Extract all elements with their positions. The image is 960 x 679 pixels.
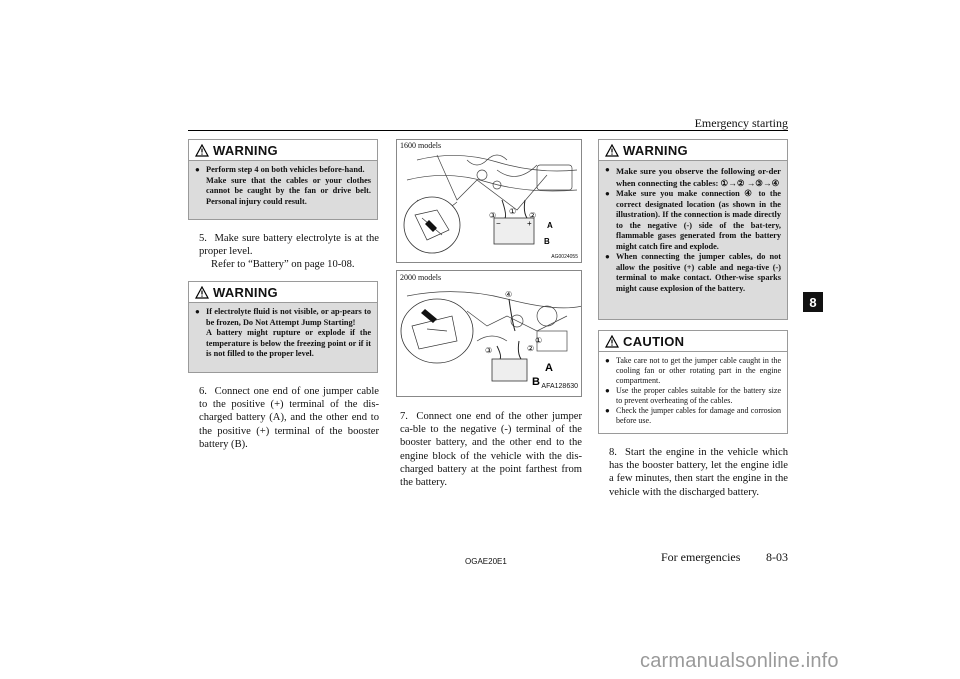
callout-1: ① [535, 336, 543, 345]
warning-text: Make sure you make connection ④ to the correct designated location (as shown in the illustration). If the connection is made directly to the negative (-) side of the bat-tery, flammable gases generated from the battery might catch fire and explode. [616, 189, 781, 251]
step-8 [609, 446, 788, 499]
engine-illustration-1600 [397, 140, 582, 263]
step-number: 6. [199, 386, 207, 397]
label-b: B [544, 237, 550, 246]
bullet-icon: ● [605, 386, 610, 395]
caution-box [598, 330, 788, 434]
engine-illustration-2000 [397, 271, 582, 397]
callout-1: ① [509, 207, 517, 216]
step-number: 8. [609, 447, 617, 458]
figure-1600-models [396, 139, 582, 263]
warning-item [195, 165, 371, 207]
step-7 [400, 410, 582, 489]
caution-text: Check the jumper cables for damage and corrosion before use. [616, 406, 781, 425]
watermark: carmanualsonline.info [640, 650, 839, 672]
warning-triangle-icon [195, 286, 209, 299]
callout-2: ② [527, 344, 535, 353]
figure-2000-models [396, 270, 582, 397]
warning-label: WARNING [213, 284, 278, 300]
section-name: For emergencies [661, 550, 741, 564]
warning-text: When connecting the jumper cables, do not allow the positive (+) cable and nega-tive (-) terminal to make contact. Other-wise sparks might cause explosion of the battery. [616, 252, 781, 293]
running-header: Emergency starting [694, 116, 788, 130]
warning-triangle-icon [605, 144, 619, 157]
warning-triangle-icon [195, 144, 209, 157]
callout-3: ③ [485, 346, 493, 355]
bullet-icon: ● [195, 307, 200, 316]
step-text: Connect one end of one jumper cable to the positive (+) terminal of the dis-charged battery (A), and the other end to the positive (+) terminal of the booster battery (B). [199, 386, 379, 450]
header-rule [188, 130, 788, 131]
chapter-tab[interactable]: 8 [803, 292, 823, 312]
polarity-plus: + [527, 219, 532, 228]
step-text: Connect one end of the other jumper ca-ble to the negative (-) terminal of the booster battery, and the other end to the engine block of the vehicle with the dis-charged battery at the point farthest from the battery. [400, 411, 583, 489]
warning-text: A battery might rupture or explode if the temperature is below the freezing point or if it is not filled to the proper level. [206, 328, 371, 358]
caution-triangle-icon [605, 335, 619, 348]
warning-header [189, 140, 377, 161]
page-number: 8-03 [766, 550, 788, 564]
figure-code: AFA128630 [541, 383, 578, 390]
figure-caption: 1600 models [400, 141, 442, 150]
caution-item [605, 386, 781, 406]
bullet-icon: ● [605, 165, 610, 174]
callout-3: ③ [489, 211, 497, 220]
warning-header [599, 140, 787, 161]
warning-item [605, 189, 781, 252]
callout-4: ④ [505, 290, 513, 299]
figure-code: AG0024055 [551, 254, 578, 260]
step-number: 5. [199, 233, 207, 244]
bullet-icon: ● [605, 406, 610, 415]
label-b: B [532, 376, 540, 388]
caution-label: CAUTION [623, 333, 685, 349]
label-a: A [545, 362, 553, 374]
warning-item [605, 252, 781, 294]
bullet-icon: ● [195, 165, 200, 174]
warning-text: If electrolyte fluid is not visible, or ap-pears to be frozen, Do Not Attempt Jump Starting! [206, 307, 371, 327]
callout-2: ② [529, 211, 537, 220]
warning-box-3 [598, 139, 788, 320]
bullet-icon: ● [605, 356, 610, 365]
figure-caption: 2000 models [400, 273, 442, 282]
caution-header [599, 331, 787, 352]
step-6 [199, 385, 379, 451]
caution-text: Use the proper cables suitable for the battery size to prevent overheating of the cables. [616, 386, 781, 405]
warning-label: WARNING [623, 142, 688, 158]
step-text: Make sure battery electrolyte is at the proper level. [199, 233, 379, 258]
warning-item [605, 165, 781, 189]
document-code: OGAE20E1 [465, 557, 507, 566]
warning-label: WARNING [213, 142, 278, 158]
caution-item [605, 406, 781, 426]
warning-text: Make sure that the cables or your clothes cannot be caught by the fan or drive belt. Personal injury could result. [206, 175, 371, 206]
warning-item [195, 307, 371, 360]
warning-text: Perform step 4 on both vehicles before-hand. [206, 165, 365, 174]
step-5 [199, 232, 379, 272]
polarity-minus: − [496, 219, 501, 228]
caution-item [605, 356, 781, 386]
step-text: Start the engine in the vehicle which has the booster battery, let the engine idle a few minutes, then start the engine in the vehicle with the discharged battery. [609, 447, 788, 498]
step-number: 7. [400, 411, 408, 422]
caution-text: Take care not to get the jumper cable caught in the cooling fan or other rotating part in the engine compartment. [616, 356, 781, 385]
bullet-icon: ● [605, 252, 610, 261]
bullet-icon: ● [605, 189, 610, 198]
step-reference: Refer to “Battery” on page 10-08. [211, 259, 355, 271]
warning-box-2 [188, 281, 378, 373]
warning-text: Make sure you observe the following or-der when connecting the cables: ①→② →③→④ [616, 166, 781, 188]
warning-box-1 [188, 139, 378, 220]
warning-header [189, 282, 377, 303]
label-a: A [547, 221, 553, 230]
